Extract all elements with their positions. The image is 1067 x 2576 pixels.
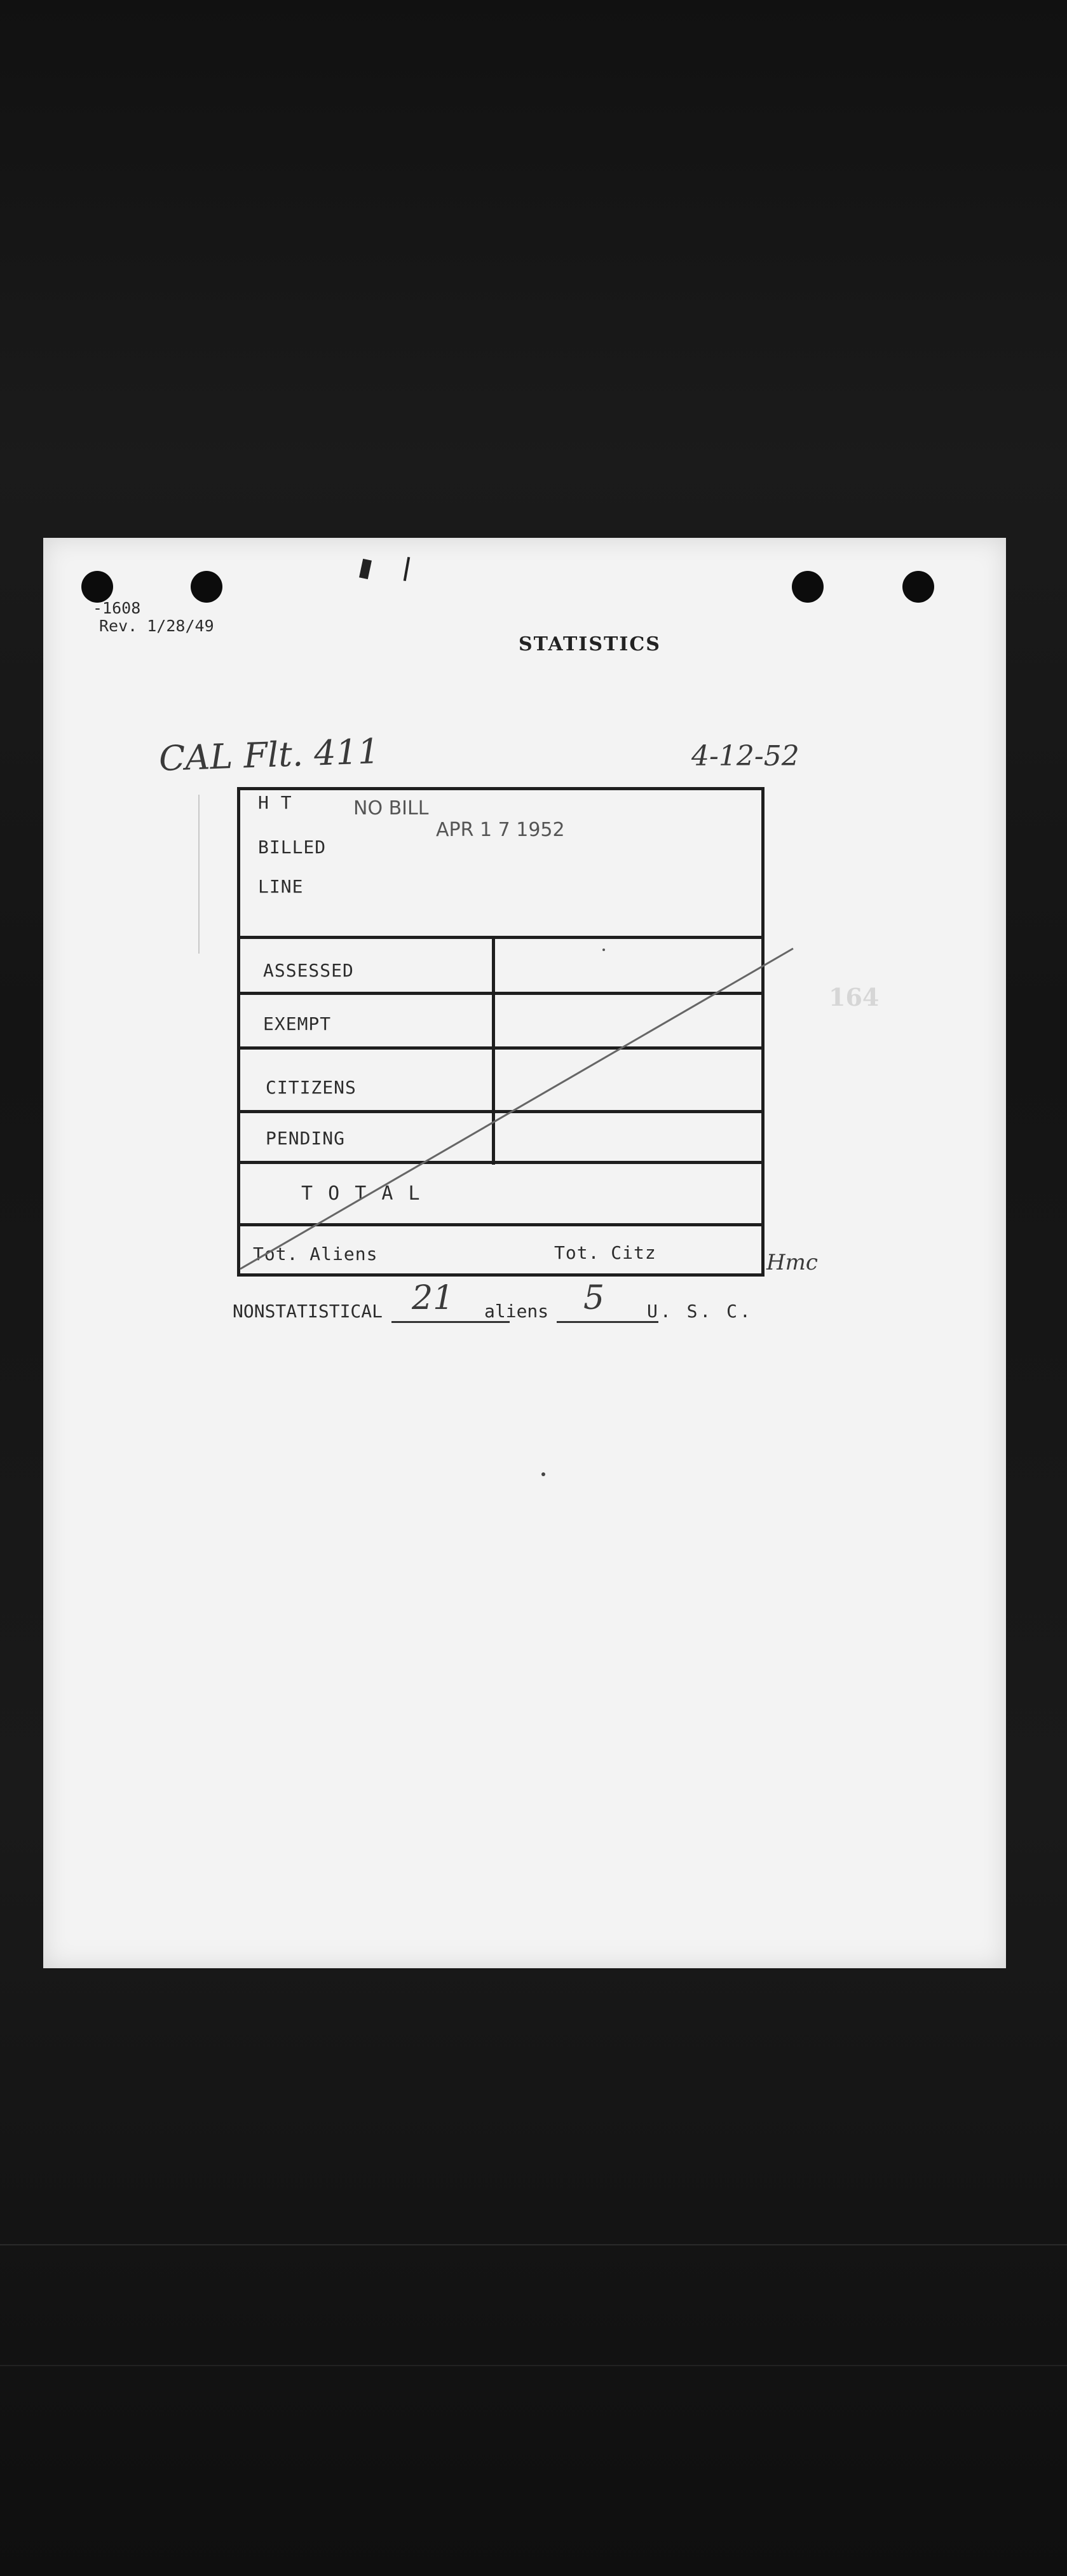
faint-page-number: 164 [829,983,880,1011]
stamp-date: APR 1 7 1952 [436,819,565,841]
handwritten-aliens-count: 21 [412,1279,454,1317]
punch-hole [191,571,222,603]
row-total: T O T A L [301,1182,422,1205]
tot-aliens-label: Tot. Aliens [253,1243,378,1264]
usc-blank [557,1321,658,1323]
page-title: STATISTICS [519,633,661,655]
ghost-line [198,795,200,954]
row-citizens: CITIZENS [266,1077,357,1098]
handwritten-flight: CAL Flt. 411 [158,730,381,779]
paper-speck [602,949,605,951]
ink-mark [359,559,372,579]
aliens-label: aliens [484,1301,549,1322]
header-ht: H T [258,792,292,813]
diagonal-strike-line [234,945,806,1275]
row-exempt: EXEMPT [263,1013,332,1034]
scan-artifact-line [0,2244,1067,2245]
nonstatistical-label: NONSTATISTICAL [233,1301,383,1322]
handwritten-usc-count: 5 [583,1279,605,1317]
row-assessed: ASSESSED [263,960,354,981]
stamp-no-bill: NO BILL [353,797,429,819]
form-number: -1608 [93,599,141,617]
form-revision: Rev. 1/28/49 [99,617,214,635]
handwritten-date: 4-12-52 [691,740,799,772]
handwritten-initials: Hmc [766,1250,818,1275]
paper-speck [541,1472,545,1476]
header-billed: BILLED [258,837,327,858]
punch-hole [902,571,934,603]
document-page [43,538,1006,1968]
row-pending: PENDING [266,1128,346,1149]
punch-hole [81,571,113,603]
table-rule [237,936,765,939]
punch-hole [792,571,824,603]
header-line: LINE [258,876,304,897]
ink-mark [404,557,411,581]
usc-label: U. S. C. [647,1301,753,1322]
tot-citz-label: Tot. Citz [554,1242,656,1263]
scan-artifact-line [0,2365,1067,2366]
